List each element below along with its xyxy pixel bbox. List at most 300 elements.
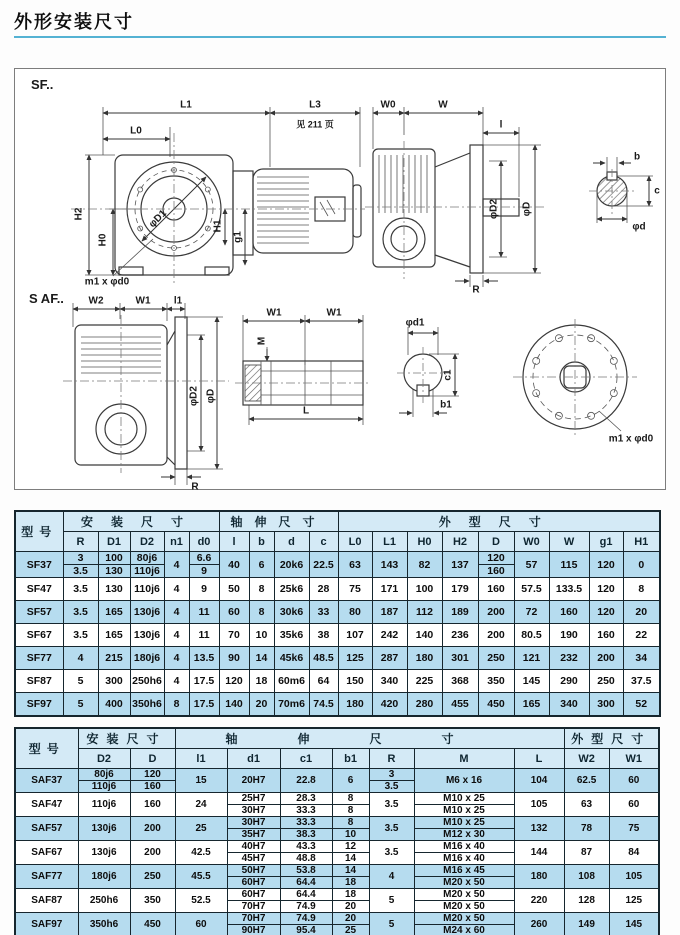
value-cell: 4 — [164, 647, 189, 670]
value-cell: 53.8 — [280, 865, 332, 877]
table-row — [15, 624, 660, 647]
value-cell: 340 — [549, 693, 589, 717]
value-cell: 35H7 — [227, 829, 280, 841]
value-cell: 22 — [623, 624, 660, 647]
value-cell: 3.5 — [63, 624, 98, 647]
value-cell: M6 x 16 — [414, 769, 514, 793]
value-cell: M10 x 25 — [414, 793, 514, 805]
value-cell: 368 — [442, 670, 478, 693]
value-cell: 105 — [514, 793, 564, 817]
value-cell: 5 — [369, 889, 414, 913]
value-cell: 60H7 — [227, 877, 280, 889]
value-cell: 84 — [609, 841, 659, 865]
value-cell: 42.5 — [175, 841, 227, 865]
value-cell: 250 — [589, 670, 623, 693]
value-cell: 33.3 — [280, 805, 332, 817]
drawing-panel — [14, 68, 666, 493]
value-cell: 3.5 — [63, 565, 98, 578]
value-cell: 450 — [130, 913, 175, 935]
value-cell: 80.5 — [514, 624, 549, 647]
value-cell: 74.5 — [309, 693, 338, 717]
value-cell: 120 — [219, 670, 249, 693]
value-cell: 6 — [249, 552, 274, 578]
dim-label-w: W — [438, 99, 448, 111]
value-cell: 60H7 — [227, 889, 280, 901]
value-cell: 13.5 — [189, 647, 219, 670]
value-cell: 165 — [514, 693, 549, 717]
dim-label-rb: R — [191, 481, 199, 493]
column-header-n1: n1 — [164, 532, 189, 552]
value-cell: 420 — [372, 693, 407, 717]
value-cell: 260 — [514, 913, 564, 935]
value-cell: 20 — [332, 901, 369, 913]
value-cell: 145 — [514, 670, 549, 693]
see-page-note: 见 211 页 — [296, 119, 334, 130]
value-cell: 4 — [369, 865, 414, 889]
value-cell: 165 — [98, 624, 130, 647]
value-cell: 150 — [338, 670, 372, 693]
table-row — [15, 841, 659, 853]
value-cell: 3.5 — [63, 578, 98, 601]
dim-label-b: b — [633, 151, 641, 163]
column-header-r: R — [369, 749, 414, 769]
value-cell: 11 — [189, 601, 219, 624]
column-header-row — [15, 749, 659, 769]
model-cell: SAF97 — [15, 913, 78, 935]
dim-label-c1: c1 — [442, 369, 454, 381]
value-cell: 3.5 — [369, 781, 414, 793]
value-cell: 110j6 — [130, 565, 164, 578]
value-cell: 18 — [332, 877, 369, 889]
model-cell: SF37 — [15, 552, 63, 578]
dim-label-w2: W2 — [88, 295, 104, 307]
column-header-d: D — [130, 749, 175, 769]
value-cell: 110j6 — [78, 781, 130, 793]
value-cell: 20 — [249, 693, 274, 717]
table-row — [15, 865, 659, 877]
dim-label-l3: L3 — [309, 99, 321, 111]
value-cell: 64 — [309, 670, 338, 693]
column-header-w2: W2 — [564, 749, 609, 769]
column-header-c1: c1 — [280, 749, 332, 769]
value-cell: 120 — [589, 578, 623, 601]
value-cell: 43.3 — [280, 841, 332, 853]
value-cell: 45.5 — [175, 865, 227, 889]
value-cell: 20 — [623, 601, 660, 624]
install-dims-group-header: 安装尺寸 — [78, 728, 175, 749]
value-cell: 190 — [549, 624, 589, 647]
value-cell: 18 — [332, 889, 369, 901]
value-cell: 179 — [442, 578, 478, 601]
column-header-w1: W1 — [609, 749, 659, 769]
dim-label-r: R — [472, 284, 480, 296]
value-cell: 28.3 — [280, 793, 332, 805]
outline-dims-group-header: 外型尺寸 — [338, 511, 660, 532]
value-cell: 160 — [478, 565, 514, 578]
value-cell: 70H7 — [227, 913, 280, 925]
value-cell: 4 — [63, 647, 98, 670]
sf-dimensions-table — [14, 510, 661, 717]
value-cell: 140 — [219, 693, 249, 717]
value-cell: 130 — [98, 565, 130, 578]
value-cell: 160 — [130, 781, 175, 793]
value-cell: 180j6 — [130, 647, 164, 670]
value-cell: 38 — [309, 624, 338, 647]
value-cell: 60 — [175, 913, 227, 935]
value-cell: 350 — [130, 889, 175, 913]
value-cell: 22.8 — [280, 769, 332, 793]
dim-label-g1: g1 — [232, 231, 244, 243]
column-header-l: L — [514, 749, 564, 769]
column-header-d: D — [478, 532, 514, 552]
value-cell: 300 — [589, 693, 623, 717]
value-cell: 63 — [338, 552, 372, 578]
value-cell: 242 — [372, 624, 407, 647]
value-cell: 25 — [332, 925, 369, 935]
value-cell: 187 — [372, 601, 407, 624]
model-cell: SAF87 — [15, 889, 78, 913]
value-cell: 450 — [478, 693, 514, 717]
table-row — [15, 769, 659, 781]
value-cell: 34 — [623, 647, 660, 670]
value-cell: 45k6 — [274, 647, 309, 670]
value-cell: 33 — [309, 601, 338, 624]
value-cell: 250h6 — [130, 670, 164, 693]
model-cell: SAF47 — [15, 793, 78, 817]
value-cell: 110j6 — [78, 793, 130, 817]
value-cell: 149 — [564, 913, 609, 935]
dim-label-w0: W0 — [380, 99, 396, 111]
dim-label-b1: b1 — [440, 399, 452, 411]
column-header-l: l — [219, 532, 249, 552]
value-cell: 180 — [338, 693, 372, 717]
value-cell: 455 — [442, 693, 478, 717]
dim-label-l0: L0 — [130, 125, 142, 137]
value-cell: 48.8 — [280, 853, 332, 865]
value-cell: 133.5 — [549, 578, 589, 601]
value-cell: 80 — [338, 601, 372, 624]
value-cell: 80j6 — [78, 769, 130, 781]
dim-label-fd: φd — [632, 221, 646, 233]
column-header-l0: L0 — [338, 532, 372, 552]
value-cell: 30k6 — [274, 601, 309, 624]
value-cell: 50H7 — [227, 865, 280, 877]
value-cell: 180j6 — [78, 865, 130, 889]
value-cell: 160 — [130, 793, 175, 817]
value-cell: 236 — [442, 624, 478, 647]
model-cell: SAF77 — [15, 865, 78, 889]
dim-label-l1s: l1 — [173, 295, 183, 307]
value-cell: 10 — [249, 624, 274, 647]
value-cell: 10 — [332, 829, 369, 841]
model-cell: SF77 — [15, 647, 63, 670]
value-cell: 57.5 — [514, 578, 549, 601]
value-cell: 300 — [98, 670, 130, 693]
value-cell: 8 — [249, 578, 274, 601]
value-cell: 180 — [407, 647, 442, 670]
value-cell: M20 x 50 — [414, 877, 514, 889]
model-cell: SF57 — [15, 601, 63, 624]
model-column-header: 型号 — [15, 728, 78, 769]
value-cell: 82 — [407, 552, 442, 578]
value-cell: 287 — [372, 647, 407, 670]
model-column-header: 型号 — [15, 511, 63, 552]
saf-table-body — [15, 769, 659, 935]
value-cell: 350h6 — [130, 693, 164, 717]
value-cell: 165 — [98, 601, 130, 624]
value-cell: 200 — [478, 601, 514, 624]
value-cell: 30H7 — [227, 817, 280, 829]
table-row — [15, 601, 660, 624]
value-cell: 62.5 — [564, 769, 609, 793]
sf-table-body — [15, 552, 660, 717]
value-cell: 100 — [98, 552, 130, 565]
dim-label-fd1: φd1 — [405, 317, 425, 329]
value-cell: 200 — [589, 647, 623, 670]
value-cell: 52.5 — [175, 889, 227, 913]
value-cell: 220 — [514, 889, 564, 913]
value-cell: M20 x 50 — [414, 901, 514, 913]
value-cell: 74.9 — [280, 901, 332, 913]
value-cell: 160 — [478, 578, 514, 601]
dim-label-L: L — [302, 405, 310, 417]
dim-label-d: φD — [521, 201, 533, 217]
column-header-row — [15, 532, 660, 552]
value-cell: 6 — [332, 769, 369, 793]
value-cell: 105 — [609, 865, 659, 889]
dim-label-d2b: φD2 — [188, 386, 200, 406]
value-cell: 250 — [130, 865, 175, 889]
value-cell: 64.4 — [280, 877, 332, 889]
value-cell: 11 — [189, 624, 219, 647]
model-cell: SAF57 — [15, 817, 78, 841]
value-cell: 130j6 — [130, 601, 164, 624]
value-cell: 90H7 — [227, 925, 280, 935]
dim-label-w1: W1 — [135, 295, 151, 307]
value-cell: 40H7 — [227, 841, 280, 853]
value-cell: 4 — [164, 670, 189, 693]
value-cell: 18 — [249, 670, 274, 693]
value-cell: 60m6 — [274, 670, 309, 693]
value-cell: 107 — [338, 624, 372, 647]
column-header-d1: d1 — [227, 749, 280, 769]
value-cell: M16 x 40 — [414, 853, 514, 865]
value-cell: 4 — [164, 578, 189, 601]
value-cell: 4 — [164, 552, 189, 578]
value-cell: M20 x 50 — [414, 889, 514, 901]
value-cell: 8 — [332, 805, 369, 817]
value-cell: M10 x 25 — [414, 805, 514, 817]
value-cell: 3.5 — [63, 601, 98, 624]
table-row — [15, 889, 659, 901]
table-row — [15, 578, 660, 601]
value-cell: 280 — [407, 693, 442, 717]
value-cell: 70H7 — [227, 901, 280, 913]
value-cell: 78 — [564, 817, 609, 841]
value-cell: 35k6 — [274, 624, 309, 647]
value-cell: 400 — [98, 693, 130, 717]
value-cell: 57 — [514, 552, 549, 578]
value-cell: 25k6 — [274, 578, 309, 601]
model-cell: SAF37 — [15, 769, 78, 793]
value-cell: 145 — [609, 913, 659, 935]
value-cell: 8 — [623, 578, 660, 601]
dim-label-c: c — [654, 185, 660, 197]
column-header-d1: D1 — [98, 532, 130, 552]
model-cell: SAF67 — [15, 841, 78, 865]
value-cell: 5 — [63, 693, 98, 717]
value-cell: 340 — [372, 670, 407, 693]
value-cell: 125 — [338, 647, 372, 670]
value-cell: M24 x 60 — [414, 925, 514, 935]
column-header-d0: d0 — [189, 532, 219, 552]
dim-label-w1b: W1 — [326, 307, 342, 319]
value-cell: 95.4 — [280, 925, 332, 935]
value-cell: 200 — [478, 624, 514, 647]
value-cell: 250 — [478, 647, 514, 670]
value-cell: 115 — [549, 552, 589, 578]
value-cell: 130 — [98, 578, 130, 601]
value-cell: 20k6 — [274, 552, 309, 578]
value-cell: 45H7 — [227, 853, 280, 865]
value-cell: 108 — [564, 865, 609, 889]
title-underline — [14, 36, 666, 38]
value-cell: 130j6 — [130, 624, 164, 647]
dim-label-h0: H0 — [97, 233, 109, 247]
table-row — [15, 793, 659, 805]
value-cell: 350h6 — [78, 913, 130, 935]
value-cell: 20H7 — [227, 769, 280, 793]
value-cell: 3.5 — [369, 841, 414, 865]
value-cell: 24 — [175, 793, 227, 817]
value-cell: 4 — [164, 601, 189, 624]
value-cell: 120 — [589, 601, 623, 624]
value-cell: 87 — [564, 841, 609, 865]
table-row — [15, 693, 660, 717]
value-cell: 301 — [442, 647, 478, 670]
value-cell: 15 — [175, 769, 227, 793]
value-cell: 4 — [164, 624, 189, 647]
value-cell: 17.5 — [189, 670, 219, 693]
column-header-w0: W0 — [514, 532, 549, 552]
value-cell: 215 — [98, 647, 130, 670]
value-cell: 104 — [514, 769, 564, 793]
value-cell: M20 x 50 — [414, 913, 514, 925]
value-cell: 60 — [219, 601, 249, 624]
dim-label-l: l — [499, 119, 503, 131]
value-cell: 5 — [369, 913, 414, 935]
value-cell: 70 — [219, 624, 249, 647]
value-cell: M10 x 25 — [414, 817, 514, 829]
value-cell: 12 — [332, 841, 369, 853]
model-cell: SF47 — [15, 578, 63, 601]
value-cell: M12 x 30 — [414, 829, 514, 841]
value-cell: 75 — [338, 578, 372, 601]
value-cell: 3.5 — [369, 817, 414, 841]
value-cell: 14 — [249, 647, 274, 670]
value-cell: 160 — [589, 624, 623, 647]
model-cell: SF87 — [15, 670, 63, 693]
table-row — [15, 670, 660, 693]
value-cell: 110j6 — [130, 578, 164, 601]
value-cell: 160 — [549, 601, 589, 624]
value-cell: 189 — [442, 601, 478, 624]
value-cell: 143 — [372, 552, 407, 578]
value-cell: 28 — [309, 578, 338, 601]
shaft-dims-group-header: 轴伸尺寸 — [219, 511, 338, 532]
value-cell: 38.3 — [280, 829, 332, 841]
outline-dims-group-header: 外型尺寸 — [564, 728, 659, 749]
value-cell: 8 — [164, 693, 189, 717]
sf-series-label: SF.. — [31, 77, 54, 92]
model-cell: SF97 — [15, 693, 63, 717]
dim-label-d1: φD1 — [147, 208, 169, 230]
value-cell: 225 — [407, 670, 442, 693]
page-title: 外形安装尺寸 — [14, 12, 134, 32]
column-header-d: d — [274, 532, 309, 552]
value-cell: 232 — [549, 647, 589, 670]
value-cell: 60 — [609, 769, 659, 793]
dim-label-m: M — [256, 336, 268, 346]
value-cell: 200 — [130, 817, 175, 841]
value-cell: 3.5 — [369, 793, 414, 817]
column-header-b: b — [249, 532, 274, 552]
saf-series-label: S AF.. — [29, 291, 64, 306]
dim-label-m1d0b: m1 x φd0 — [608, 433, 654, 445]
table-row — [15, 647, 660, 670]
value-cell: 8 — [332, 817, 369, 829]
value-cell: 63 — [564, 793, 609, 817]
dim-label-d2: φD2 — [488, 199, 500, 219]
value-cell: 52 — [623, 693, 660, 717]
value-cell: 200 — [130, 841, 175, 865]
value-cell: 14 — [332, 865, 369, 877]
value-cell: 100 — [407, 578, 442, 601]
value-cell: 144 — [514, 841, 564, 865]
saf-dimensions-table — [14, 727, 660, 935]
value-cell: M16 x 45 — [414, 865, 514, 877]
column-header-d2: D2 — [78, 749, 130, 769]
column-header-h1: H1 — [623, 532, 660, 552]
value-cell: 30H7 — [227, 805, 280, 817]
shaft-dims-group-header: 轴伸尺寸 — [175, 728, 564, 749]
value-cell: 9 — [189, 565, 219, 578]
value-cell: 130j6 — [78, 817, 130, 841]
value-cell: 8 — [249, 601, 274, 624]
column-header-g1: g1 — [589, 532, 623, 552]
value-cell: 72 — [514, 601, 549, 624]
value-cell: 3 — [63, 552, 98, 565]
value-cell: 121 — [514, 647, 549, 670]
value-cell: 8 — [332, 793, 369, 805]
column-header-w: W — [549, 532, 589, 552]
dim-label-h1: H1 — [212, 219, 224, 233]
value-cell: 50 — [219, 578, 249, 601]
value-cell: 70m6 — [274, 693, 309, 717]
dim-label-h2: H2 — [73, 207, 85, 221]
column-header-r: R — [63, 532, 98, 552]
value-cell: 130j6 — [78, 841, 130, 865]
value-cell: 17.5 — [189, 693, 219, 717]
value-cell: 132 — [514, 817, 564, 841]
column-header-m: M — [414, 749, 514, 769]
column-header-l1: L1 — [372, 532, 407, 552]
column-header-b1: b1 — [332, 749, 369, 769]
column-header-l1: l1 — [175, 749, 227, 769]
value-cell: 171 — [372, 578, 407, 601]
value-cell: 64.4 — [280, 889, 332, 901]
value-cell: 3 — [369, 769, 414, 781]
